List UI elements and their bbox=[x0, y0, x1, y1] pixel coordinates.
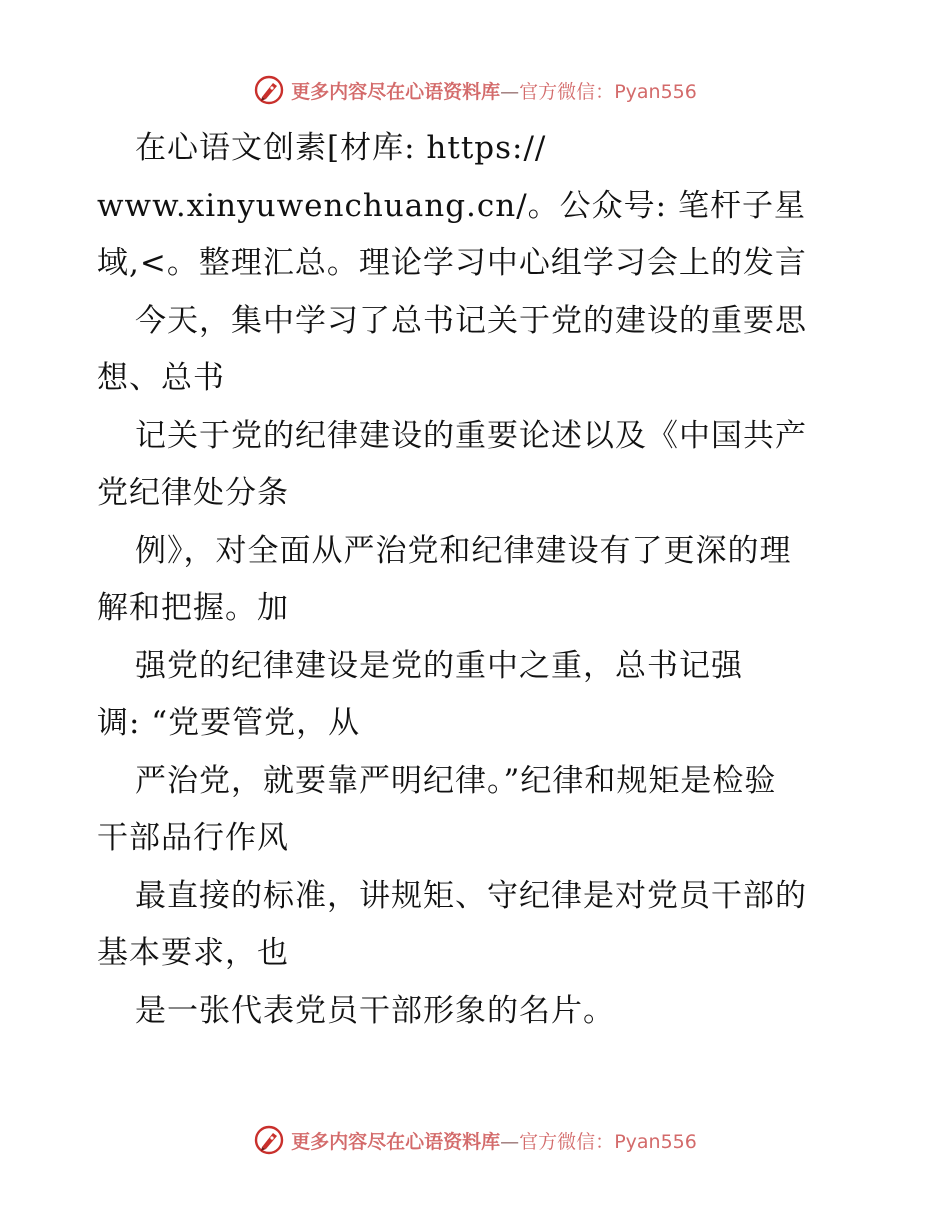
footer-wechat-id: Pyan556 bbox=[614, 1130, 697, 1153]
document-line: www.xinyuwenchuang.cn/。公众号: 笔杆子星 bbox=[97, 187, 806, 224]
pen-nib-logo-icon bbox=[253, 74, 285, 106]
header-wechat-label: 官方微信： bbox=[519, 80, 615, 103]
document-line: 干部品行作风 bbox=[97, 820, 289, 856]
document-line: 例》，对全面从严治党和纪律建设有了更深的理 bbox=[135, 532, 792, 569]
footer-wechat-label: 官方微信： bbox=[519, 1130, 615, 1153]
document-body bbox=[97, 120, 857, 1040]
footer-banner bbox=[0, 1120, 950, 1160]
document-line: 强党的纪律建设是党的重中之重，总书记强 bbox=[135, 647, 743, 684]
document-line: 党纪律处分条 bbox=[97, 475, 289, 511]
header-banner bbox=[0, 70, 950, 110]
document-line: 调: “党要管党，从 bbox=[97, 705, 361, 741]
document-line: 在心语文创素[材库: https:// bbox=[135, 130, 547, 166]
document-line: 是一张代表党员干部形象的名片。 bbox=[135, 992, 615, 1029]
document-line: 解和把握。加 bbox=[97, 590, 289, 626]
document-line: 基本要求，也 bbox=[97, 935, 289, 971]
footer-banner-text bbox=[291, 1127, 697, 1154]
footer-separator: — bbox=[500, 1130, 520, 1153]
header-wechat-id: Pyan556 bbox=[614, 80, 697, 103]
document-line: 记关于党的纪律建设的重要论述以及《中国共产 bbox=[135, 417, 807, 454]
document-line: 严治党，就要靠严明纪律。”纪律和规矩是检验 bbox=[135, 762, 777, 799]
header-banner-text bbox=[291, 77, 697, 104]
footer-site-text: 更多内容尽在心语资料库 bbox=[291, 1130, 501, 1153]
document-line: 最直接的标准，讲规矩、守纪律是对党员干部的 bbox=[135, 877, 807, 914]
document-line: 想、总书 bbox=[97, 360, 225, 396]
header-site-text: 更多内容尽在心语资料库 bbox=[291, 80, 501, 103]
pen-nib-logo-icon bbox=[253, 1124, 285, 1156]
document-line: 域,<。整理汇总。理论学习中心组学习会上的发言 bbox=[97, 245, 807, 281]
header-separator: — bbox=[500, 80, 520, 103]
document-line: 今天，集中学习了总书记关于党的建设的重要思 bbox=[135, 302, 807, 339]
